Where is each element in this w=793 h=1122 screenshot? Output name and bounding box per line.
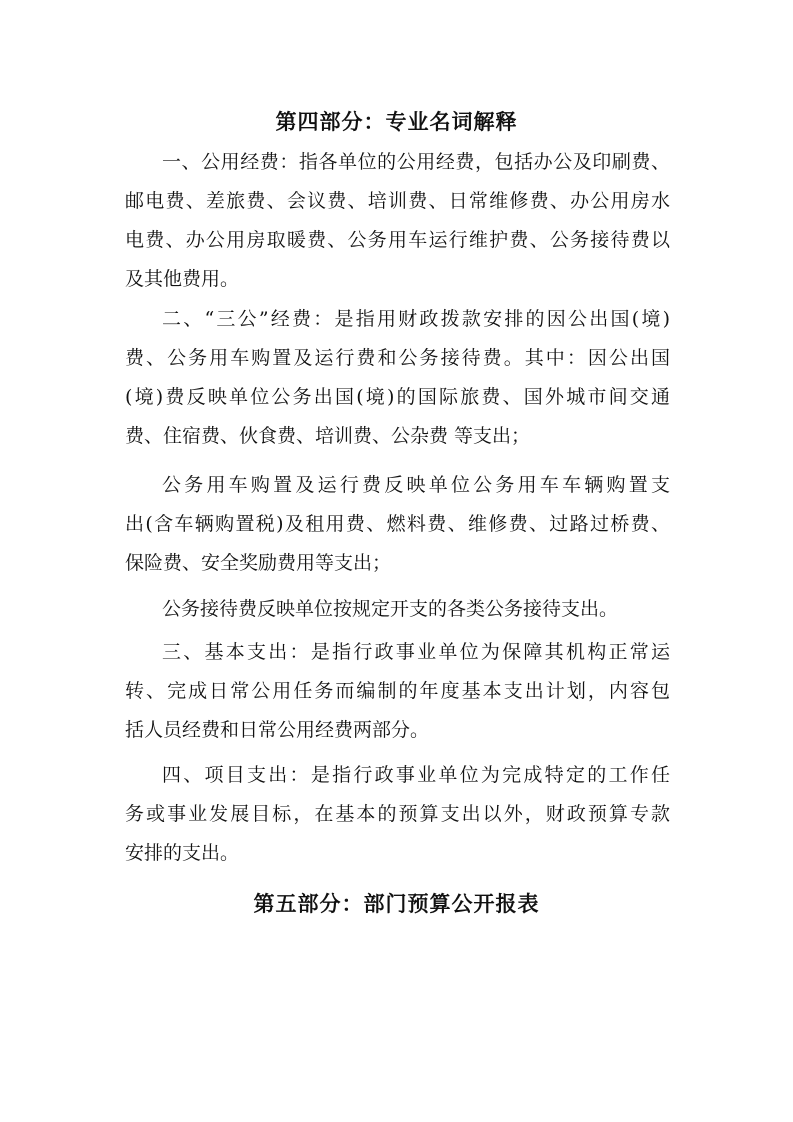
- paragraph-4-line-1: 公务接待费反映单位按规定开支的各类公务接待支出。: [162, 598, 619, 620]
- paragraph-6-line-1: 四、项目支出：是指行政事业单位为完成特定的工作任: [162, 764, 670, 786]
- paragraph-5-line-3: 括人员经费和日常公用经费两部分。: [125, 719, 430, 741]
- section-5-title: 第五部分：部门预算公开报表: [253, 892, 540, 916]
- paragraph-2-line-4: 费、住宿费、伙食费、培训费、公杂费 等支出；: [125, 425, 531, 447]
- paragraph-1-line-2: 邮电费、差旅费、会议费、培训费、日常维修费、办公用房水: [125, 190, 670, 212]
- paragraph-2-line-2: 费、公务用车购置及运行费和公务接待费。其中：因公出国: [125, 347, 670, 369]
- paragraph-3-line-2: 出(含车辆购置税)及租用费、燃料费、维修费、过路过桥费、: [125, 513, 670, 535]
- paragraph-2-line-1: 二、“三公”经费：是指用财政拨款安排的因公出国(境): [162, 308, 670, 330]
- paragraph-3-line-1: 公务用车购置及运行费反映单位公务用车车辆购置支: [162, 474, 670, 496]
- section-4-title: 第四部分：专业名词解释: [275, 110, 518, 134]
- paragraph-5-line-1: 三、基本支出：是指行政事业单位为保障其机构正常运: [162, 641, 670, 663]
- paragraph-2-line-3: (境)费反映单位公务出国(境)的国际旅费、国外城市间交通: [125, 386, 670, 408]
- paragraph-6-line-3: 安排的支出。: [125, 842, 240, 864]
- paragraph-3-line-3: 保险费、安全奖励费用等支出；: [125, 552, 392, 574]
- paragraph-5-line-2: 转、完成日常公用任务而编制的年度基本支出计划，内容包: [125, 680, 670, 702]
- paragraph-6-line-2: 务或事业发展目标，在基本的预算支出以外，财政预算专款: [125, 803, 670, 825]
- paragraph-1-line-4: 及其他费用。: [125, 268, 240, 290]
- paragraph-1-line-3: 电费、办公用房取暖费、公务用车运行维护费、公务接待费以: [125, 229, 670, 251]
- paragraph-1-line-1: 一、公用经费：指各单位的公用经费，包括办公及印刷费、: [162, 151, 670, 173]
